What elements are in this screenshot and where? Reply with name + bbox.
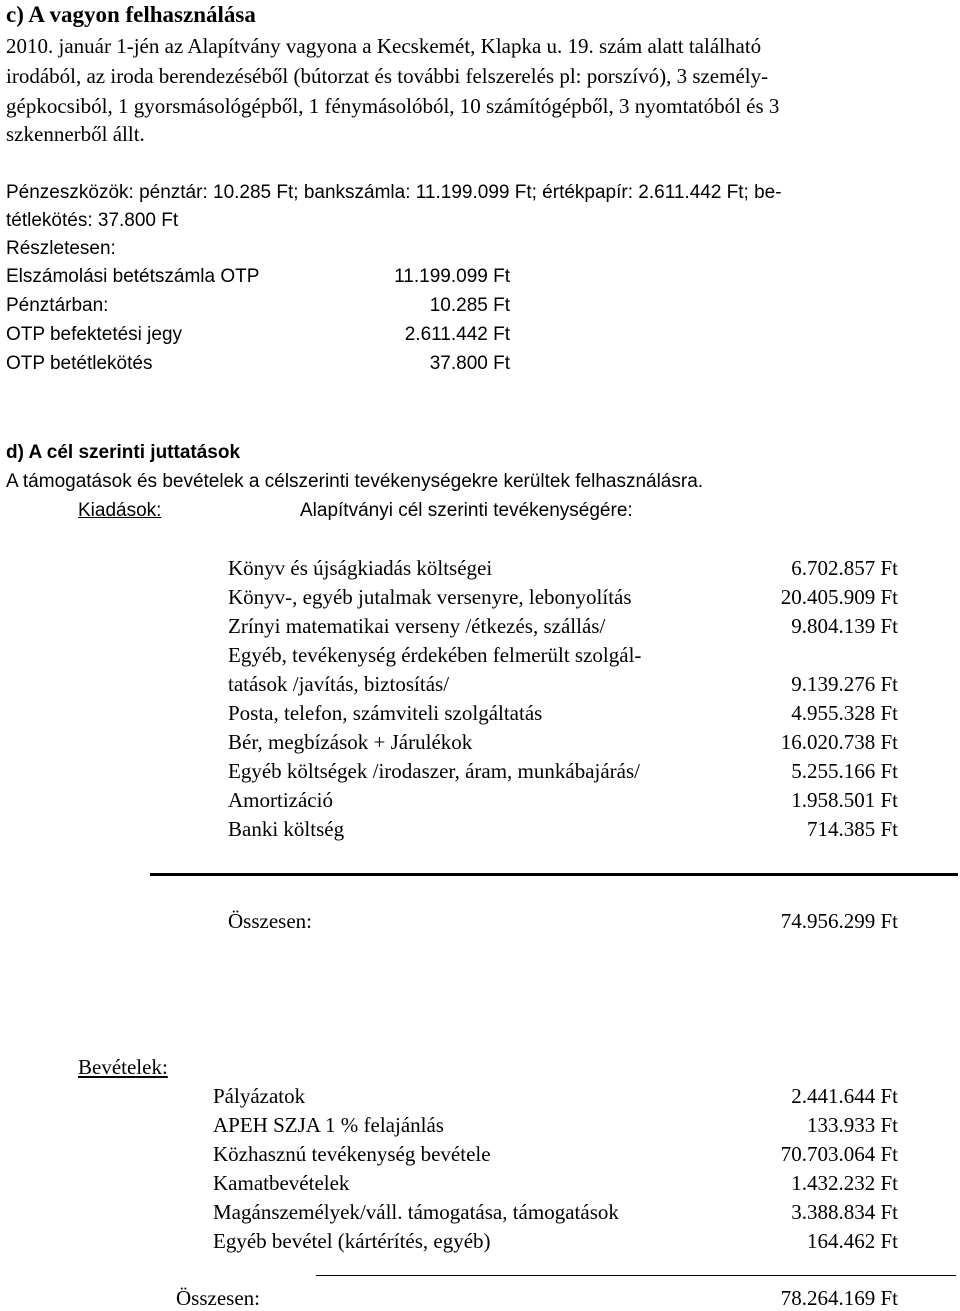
detail-label: Pénztárban: <box>6 295 109 316</box>
paragraph-line: gépkocsiból, 1 gyorsmásológépből, 1 fénymásolóból, 10 számítógépből, 3 nyomtatóból és 3 <box>6 94 780 118</box>
detail-label: Elszámolási betétszámla OTP <box>6 266 260 287</box>
expenses-total-label: Összesen: <box>228 909 312 933</box>
section-c-heading: c) A vagyon felhasználása <box>6 2 256 27</box>
expense-label: Banki költség <box>228 817 345 841</box>
detail-label: OTP befektetési jegy <box>6 324 183 345</box>
section-d-intro: A támogatások és bevételek a célszerinti tevékenységekre kerültek felhasználásra. <box>6 471 704 492</box>
income-item-value: 1.432.232 Ft <box>791 1171 898 1195</box>
expense-value: 16.020.738 Ft <box>780 730 898 754</box>
income-total-value: 78.264.169 Ft <box>780 1286 898 1310</box>
income-item-label: Kamatbevételek <box>213 1171 350 1195</box>
expense-value: 20.405.909 Ft <box>780 585 898 609</box>
expenses-total-rule <box>150 873 958 876</box>
cash-summary-line: Pénzeszközök: pénztár: 10.285 Ft; bankszámla: 11.199.099 Ft; értékpapír: 2.611.442 Ft; be- <box>6 182 782 203</box>
income-item-label: Közhasznú tevékenység bevétele <box>213 1142 491 1166</box>
expenses-label: Kiadások: <box>78 500 162 521</box>
expense-label: Zrínyi matematikai verseny /étkezés, szállás/ <box>228 614 606 638</box>
detail-value: 10.285 Ft <box>429 295 510 316</box>
income-item-value: 2.441.644 Ft <box>791 1084 898 1108</box>
income-item-label: Magánszemélyek/váll. támogatása, támogatások <box>213 1200 619 1224</box>
expense-label: tatások /javítás, biztosítás/ <box>228 672 450 696</box>
income-item-label: Pályázatok <box>213 1084 306 1108</box>
expense-label: Amortizáció <box>228 788 333 812</box>
expenses-total-value: 74.956.299 Ft <box>780 909 898 933</box>
income-item-value: 133.933 Ft <box>806 1113 898 1137</box>
expense-value: 4.955.328 Ft <box>791 701 898 725</box>
income-item-label: Egyéb bevétel (kártérítés, egyéb) <box>213 1229 491 1253</box>
income-item-value: 3.388.834 Ft <box>791 1200 898 1224</box>
expense-value: 714.385 Ft <box>806 817 898 841</box>
expense-value: 5.255.166 Ft <box>791 759 898 783</box>
detail-value: 11.199.099 Ft <box>394 266 510 287</box>
income-item-label: APEH SZJA 1 % felajánlás <box>213 1113 444 1137</box>
paragraph-line: szkennerből állt. <box>6 122 145 146</box>
cash-summary-line: tétlekötés: 37.800 Ft <box>6 210 179 231</box>
expense-label: Egyéb, tevékenység érdekében felmerült szolgál- <box>228 643 642 667</box>
expense-label: Bér, megbízások + Járulékok <box>228 730 473 754</box>
expense-value: 6.702.857 Ft <box>791 556 898 580</box>
expense-label: Egyéb költségek /irodaszer, áram, munkábajárás/ <box>228 759 641 783</box>
expense-label: Könyv és újságkiadás költségei <box>228 556 493 580</box>
paragraph-line: 2010. január 1-jén az Alapítvány vagyona a Kecskemét, Klapka u. 19. szám alatt található <box>6 34 762 58</box>
expense-value: 9.139.276 Ft <box>791 672 898 696</box>
income-item-value: 164.462 Ft <box>806 1229 898 1253</box>
income-total-rule <box>316 1275 956 1276</box>
detail-value: 37.800 Ft <box>429 353 510 374</box>
paragraph-line: irodából, az iroda berendezéséből (bútorzat és további felszerelés pl: porszívó), 3 személy- <box>6 64 769 88</box>
details-title: Részletesen: <box>6 238 116 259</box>
income-total-label: Összesen: <box>176 1286 260 1310</box>
expense-value: 1.958.501 Ft <box>791 788 898 812</box>
income-label: Bevételek: <box>78 1055 168 1079</box>
detail-label: OTP betétlekötés <box>6 353 153 374</box>
section-d-heading: d) A cél szerinti juttatások <box>6 442 241 463</box>
detail-value: 2.611.442 Ft <box>404 324 510 345</box>
expenses-subtitle: Alapítványi cél szerinti tevékenységére: <box>300 500 633 521</box>
expense-label: Posta, telefon, számviteli szolgáltatás <box>228 701 543 725</box>
income-item-value: 70.703.064 Ft <box>780 1142 898 1166</box>
expense-label: Könyv-, egyéb jutalmak versenyre, lebonyolítás <box>228 585 632 609</box>
expense-value: 9.804.139 Ft <box>791 614 898 638</box>
